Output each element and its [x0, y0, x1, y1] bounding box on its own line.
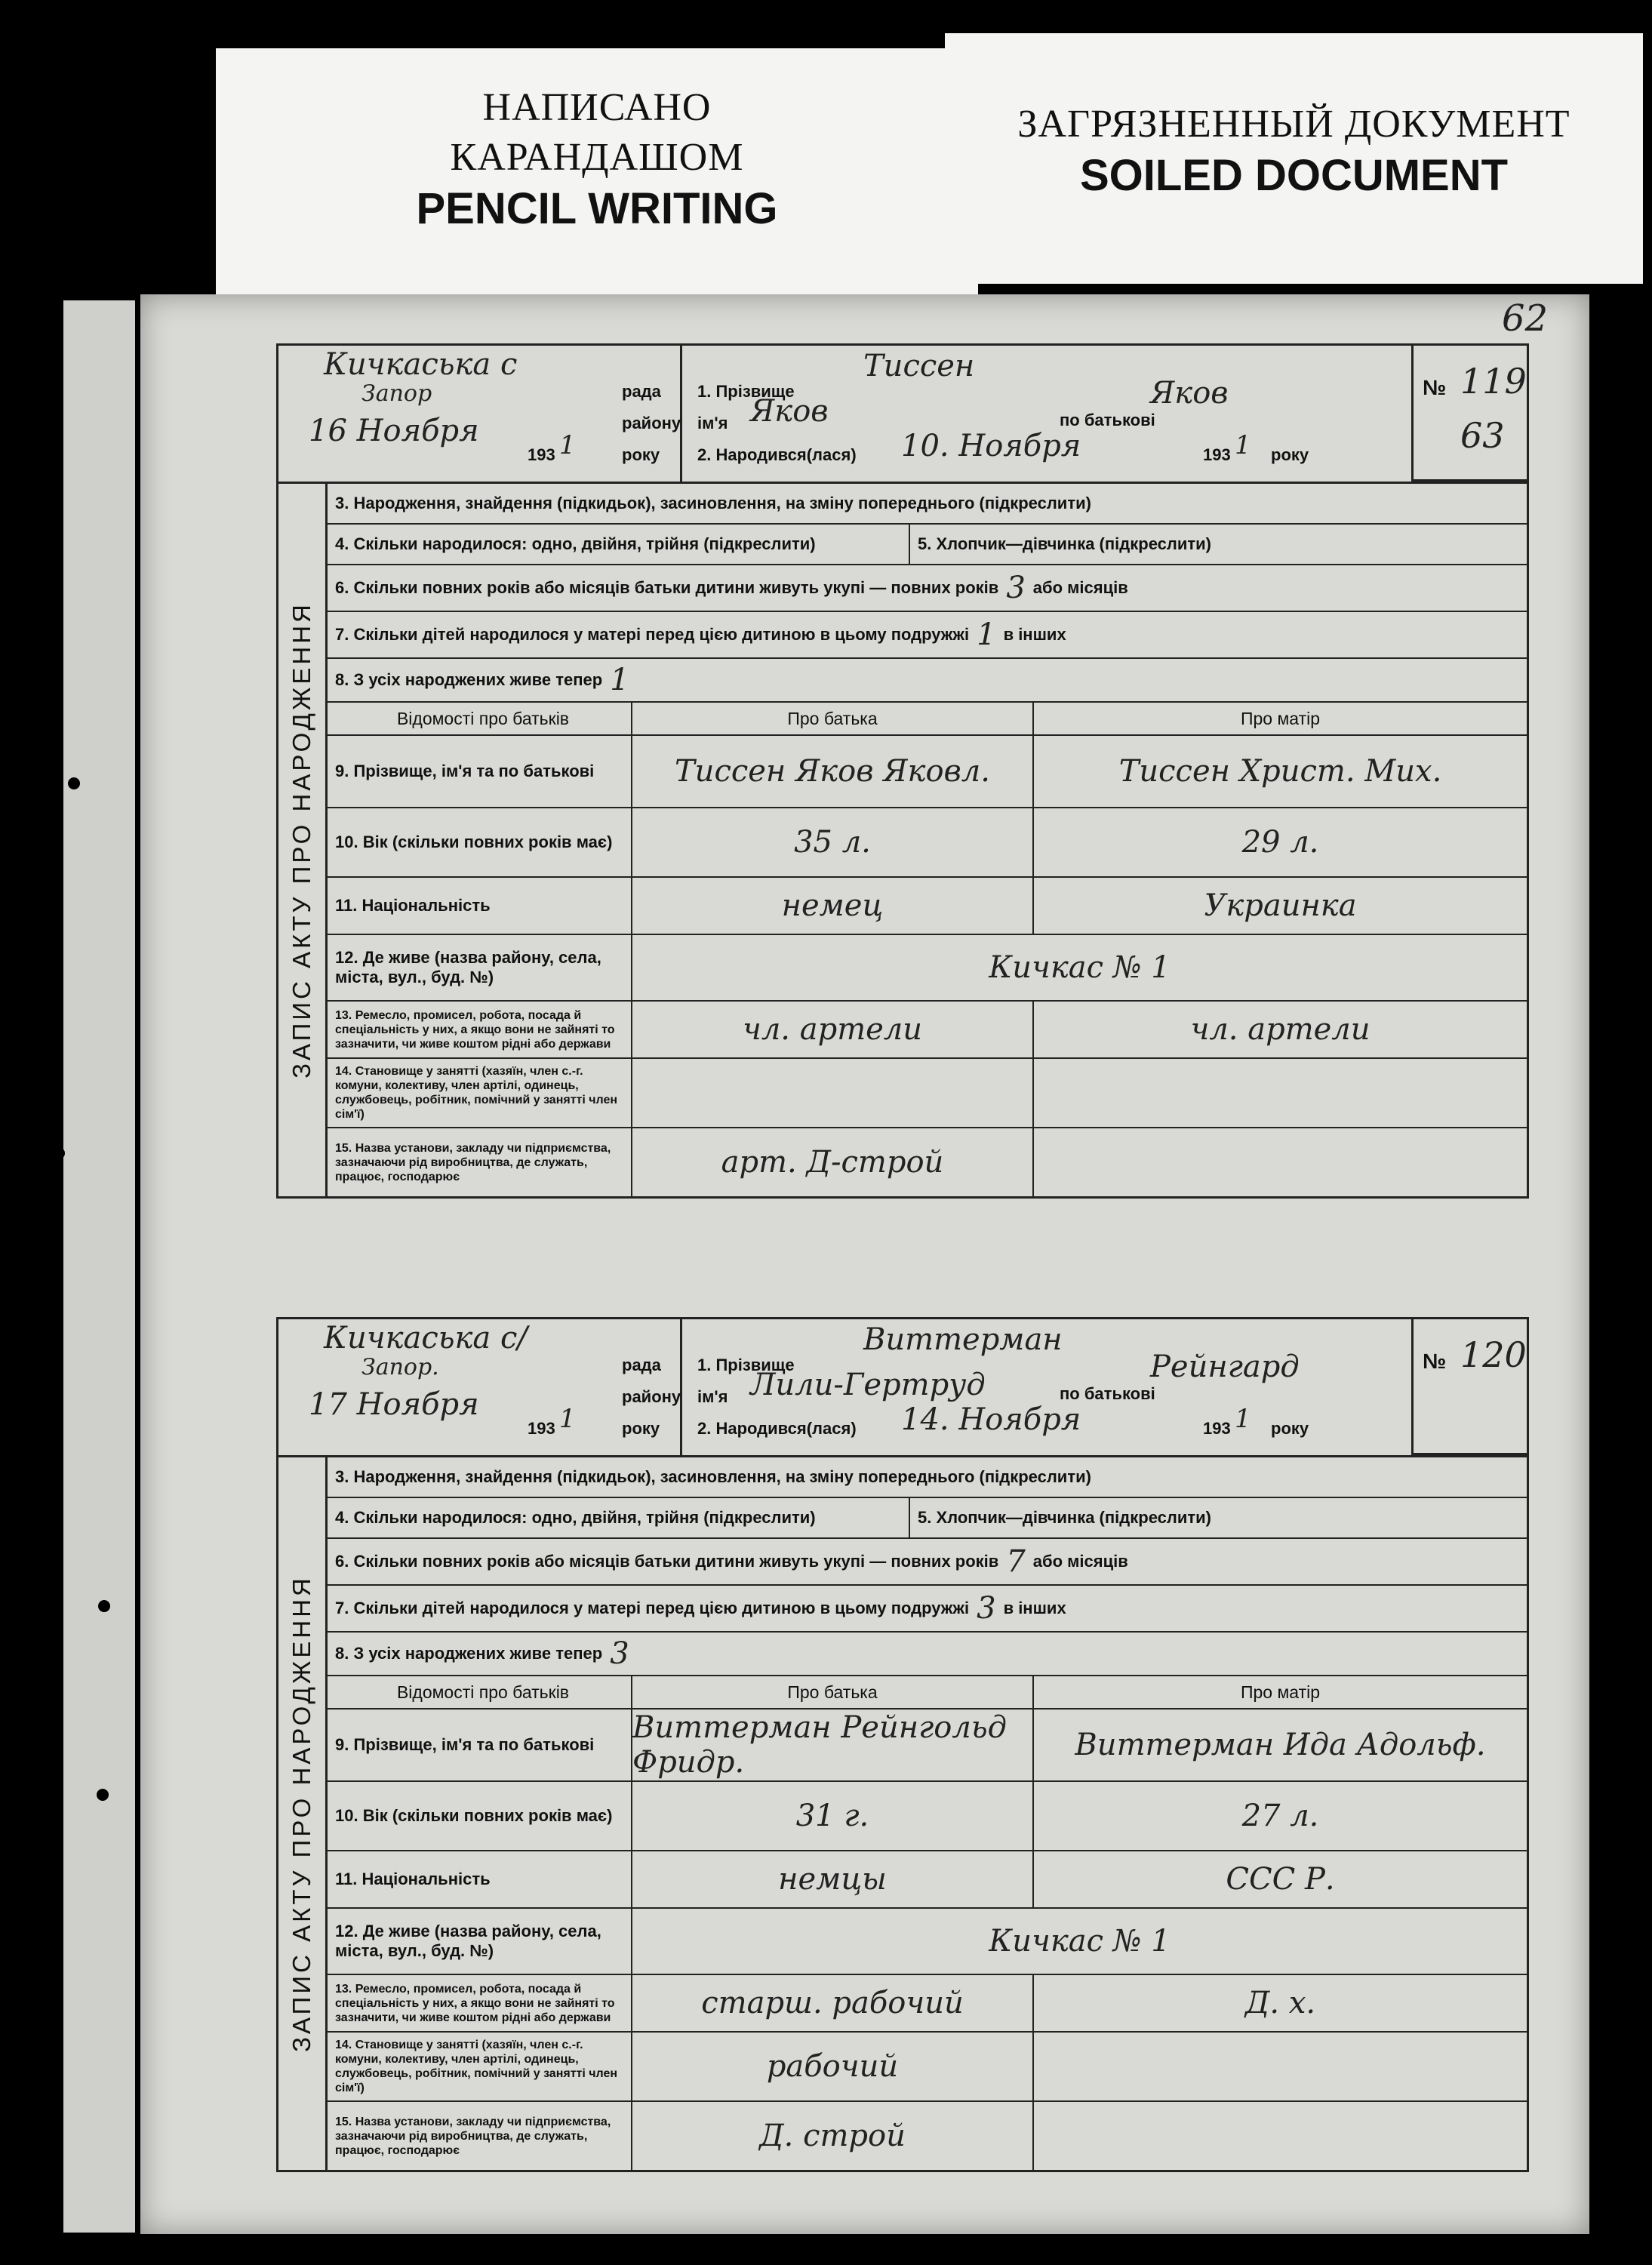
- child-surname-value: Виттерман: [863, 1322, 1063, 1357]
- row-births-gender: [328, 525, 1527, 565]
- year-prefix: 193: [528, 1419, 555, 1438]
- parents-header-row: [328, 703, 1527, 736]
- roku-label: року: [1271, 1419, 1309, 1438]
- q11-label: 11. Національність: [328, 1851, 632, 1907]
- record-header: [276, 1317, 1529, 1455]
- mother-occupation-value: Д. х.: [1244, 1986, 1316, 2020]
- mother-header: Про матір: [1240, 708, 1321, 728]
- residence-value: Кичкас № 1: [989, 1924, 1171, 1959]
- child-block: [682, 1319, 1411, 1455]
- pencil-writing-label: [216, 48, 978, 297]
- row-birth-type: [328, 1457, 1527, 1498]
- q6-label: 6. Скільки повних років або місяців батьки дитини живуть укупі — повних років: [335, 578, 999, 597]
- child-name-value: Лили-Гертруд: [750, 1368, 986, 1402]
- registration-date-value: 17 Ноября: [309, 1387, 479, 1422]
- child-patronymic-value: Яков: [1150, 376, 1229, 411]
- children-before-value: 3: [977, 1591, 996, 1626]
- binding-hole: [51, 430, 63, 442]
- q5-label: 5. Хлопчик—дівчинка (підкреслити): [918, 1508, 1212, 1527]
- q12-label: 12. Де живе (назва району, села, міста, вул., буд. №): [328, 1909, 632, 1974]
- row-parent-names: [328, 1710, 1527, 1782]
- q4-label: 4. Скільки народилося: одно, двійня, трійня (підкреслити): [328, 525, 910, 564]
- q10-label: 10. Вік (скільки повних років має): [328, 1782, 632, 1850]
- record-number-block: [1411, 346, 1527, 482]
- binding-hole: [98, 1600, 110, 1612]
- district-value: Запор: [361, 380, 432, 407]
- row-parent-names: [328, 736, 1527, 808]
- birth-date-value: 10. Ноября: [901, 429, 1081, 463]
- birth-date-value: 14. Ноября: [901, 1402, 1081, 1437]
- registration-year-value: 1: [559, 430, 576, 460]
- surname-label: 1. Прізвище: [697, 382, 795, 401]
- years-together-value: 7: [1006, 1544, 1026, 1579]
- living-now-value: 3: [610, 1636, 629, 1671]
- birth-year-value: 1: [1235, 430, 1251, 460]
- year-prefix: 193: [1203, 1419, 1231, 1438]
- record-body: [276, 482, 1529, 1199]
- binding-hole: [97, 1789, 109, 1801]
- number-label: №: [1423, 376, 1447, 399]
- label-ru-line1: НАПИСАНО: [482, 86, 712, 129]
- label-en: SOILED DOCUMENT: [1079, 151, 1509, 200]
- q6-months-label: або місяців: [1032, 578, 1128, 597]
- mother-age-value: 27 л.: [1241, 1799, 1319, 1833]
- born-label: 2. Народився(лася): [697, 1419, 857, 1438]
- row-residence: [328, 1909, 1527, 1975]
- birth-record: [276, 1317, 1529, 2172]
- council-value: Кичкаська с: [324, 347, 518, 382]
- record-rows: [328, 484, 1527, 1196]
- born-label: 2. Народився(лася): [697, 445, 857, 464]
- record-header: [276, 343, 1529, 482]
- row-parent-ages: [328, 808, 1527, 878]
- patronymic-label: по батькові: [1060, 411, 1155, 429]
- years-together-value: 3: [1006, 571, 1026, 605]
- q9-label: 9. Прізвище, ім'я та по батькові: [328, 736, 632, 807]
- record-number-second-value: 63: [1460, 415, 1505, 456]
- record-number-block: [1411, 1319, 1527, 1455]
- first-name-label: ім'я: [697, 1387, 728, 1406]
- birth-record: [276, 343, 1529, 1199]
- father-age-value: 35 л.: [794, 825, 871, 860]
- year-prefix: 193: [528, 445, 555, 464]
- raionu-label: району: [622, 1387, 681, 1406]
- q14-label: 14. Становище у занятті (хазяїн, член с.-г. комуни, колективу, член артілі, одинець, службовець, робітник, помічний у занятті член сім'ї): [328, 2033, 632, 2100]
- q7-other-label: в інших: [1003, 1599, 1066, 1617]
- q3-label: 3. Народження, знайдення (підкидьок), засиновлення, на зміну попереднього (підкреслити): [335, 1467, 1091, 1486]
- year-prefix: 193: [1203, 445, 1231, 464]
- registration-block: [278, 1319, 682, 1455]
- label-ru: ЗАГРЯЗНЕННЫЙ ДОКУМЕНТ: [1017, 103, 1570, 146]
- father-nationality-value: немец: [781, 888, 884, 923]
- row-occupation: [328, 1002, 1527, 1059]
- father-name-value: Виттерман Рейнгольд Фридр.: [632, 1710, 1007, 1780]
- row-children-before: [328, 1586, 1527, 1633]
- row-residence: [328, 935, 1527, 1002]
- q7-other-label: в інших: [1003, 625, 1066, 644]
- q6-label: 6. Скільки повних років або місяців батьки дитини живуть укупі — повних років: [335, 1552, 999, 1571]
- row-position: [328, 2033, 1527, 2102]
- row-years-together: [328, 565, 1527, 612]
- parents-header: Відомості про батьків: [328, 703, 632, 734]
- council-value: Кичкаська с/: [324, 1321, 528, 1356]
- father-name-value: Тиссен Яков Яковл.: [675, 754, 990, 789]
- row-workplace: [328, 1128, 1527, 1196]
- side-title-text: ЗАПИС АКТУ ПРО НАРОДЖЕННЯ: [288, 602, 315, 1079]
- q11-label: 11. Національність: [328, 878, 632, 934]
- q3-label: 3. Народження, знайдення (підкидьок), засиновлення, на зміну попереднього (підкреслити): [335, 494, 1091, 512]
- father-header: Про батька: [632, 1676, 1034, 1708]
- q10-label: 10. Вік (скільки повних років має): [328, 808, 632, 876]
- row-nationality: [328, 878, 1527, 935]
- district-value: Запор.: [361, 1354, 439, 1380]
- children-before-value: 1: [977, 617, 996, 652]
- father-nationality-value: немцы: [778, 1862, 887, 1897]
- record-number-value: 120: [1460, 1334, 1527, 1375]
- father-header: Про батька: [632, 703, 1034, 734]
- child-block: [682, 346, 1411, 482]
- page-number: 62: [1502, 297, 1549, 340]
- record-rows: [328, 1457, 1527, 2170]
- side-title: [278, 484, 328, 1196]
- row-nationality: [328, 1851, 1527, 1909]
- registration-date-value: 16 Ноября: [309, 414, 479, 448]
- q8-label: 8. З усіх народжених живе тепер: [335, 1644, 603, 1663]
- roku-label: року: [622, 1419, 660, 1438]
- surname-label: 1. Прізвище: [697, 1356, 795, 1374]
- raionu-label: району: [622, 414, 681, 432]
- father-occupation-value: чл. артели: [742, 1012, 923, 1047]
- registration-block: [278, 346, 682, 482]
- number-label: №: [1423, 1349, 1447, 1373]
- rada-label: рада: [622, 1356, 661, 1374]
- mother-age-value: 29 л.: [1241, 825, 1319, 860]
- living-now-value: 1: [610, 663, 629, 697]
- soiled-document-label: [945, 33, 1643, 284]
- roku-label: року: [1271, 445, 1309, 464]
- child-name-value: Яков: [750, 394, 829, 429]
- row-living-now: [328, 1633, 1527, 1676]
- mother-nationality-value: ССС Р.: [1226, 1862, 1335, 1897]
- row-years-together: [328, 1539, 1527, 1586]
- first-name-label: ім'я: [697, 414, 728, 432]
- rada-label: рада: [622, 382, 661, 401]
- patronymic-label: по батькові: [1060, 1384, 1155, 1403]
- mother-nationality-value: Украинка: [1204, 888, 1357, 923]
- label-ru-line2: КАРАНДАШОМ: [450, 136, 744, 179]
- row-births-gender: [328, 1498, 1527, 1539]
- q7-label: 7. Скільки дітей народилося у матері перед цією дитиною в цьому подружжі: [335, 1599, 970, 1617]
- parents-header-row: [328, 1676, 1527, 1710]
- record-number-value: 119: [1460, 361, 1527, 402]
- father-position-value: рабочий: [766, 2049, 899, 2084]
- father-age-value: 31 г.: [795, 1799, 869, 1833]
- father-workplace-value: Д. строй: [759, 2119, 906, 2153]
- row-living-now: [328, 659, 1527, 703]
- mother-occupation-value: чл. артели: [1190, 1012, 1371, 1047]
- q15-label: 15. Назва установи, закладу чи підприємства, зазначаючи рід виробництва, де служать, працює, господарює: [328, 2102, 632, 2170]
- side-title-text: ЗАПИС АКТУ ПРО НАРОДЖЕННЯ: [288, 1575, 315, 2052]
- binding-hole: [68, 777, 80, 789]
- registration-year-value: 1: [559, 1404, 576, 1434]
- row-occupation: [328, 1975, 1527, 2033]
- q4-label: 4. Скільки народилося: одно, двійня, трійня (підкреслити): [328, 1498, 910, 1537]
- label-en: PENCIL WRITING: [416, 184, 778, 233]
- mother-name-value: Тиссен Христ. Мих.: [1118, 754, 1442, 789]
- q13-label: 13. Ремесло, промисел, робота, посада й спеціальність у них, а якщо вони не зайняті то зазначити, чи живе коштом рідні або держави: [328, 1002, 632, 1057]
- father-occupation-value: старш. рабочий: [701, 1986, 964, 2020]
- q5-label: 5. Хлопчик—дівчинка (підкреслити): [918, 534, 1212, 553]
- child-patronymic-value: Рейнгард: [1150, 1349, 1300, 1384]
- child-surname-value: Тиссен: [863, 349, 975, 383]
- row-workplace: [328, 2102, 1527, 2170]
- q13-label: 13. Ремесло, промисел, робота, посада й спеціальність у них, а якщо вони не зайняті то зазначити, чи живе коштом рідні або держави: [328, 1975, 632, 2031]
- parents-header: Відомості про батьків: [328, 1676, 632, 1708]
- row-children-before: [328, 612, 1527, 659]
- roku-label: року: [622, 445, 660, 464]
- row-position: [328, 1059, 1527, 1128]
- row-birth-type: [328, 484, 1527, 525]
- side-title: [278, 1457, 328, 2170]
- q9-label: 9. Прізвище, ім'я та по батькові: [328, 1710, 632, 1780]
- q15-label: 15. Назва установи, закладу чи підприємства, зазначаючи рід виробництва, де служать, працює, господарює: [328, 1128, 632, 1196]
- row-parent-ages: [328, 1782, 1527, 1851]
- previous-page-edge: [63, 300, 135, 2233]
- q6-months-label: або місяців: [1032, 1552, 1128, 1571]
- mother-header: Про матір: [1240, 1682, 1321, 1702]
- q7-label: 7. Скільки дітей народилося у матері перед цією дитиною в цьому подружжі: [335, 625, 970, 644]
- binding-hole: [53, 1147, 65, 1159]
- q12-label: 12. Де живе (назва району, села, міста, вул., буд. №): [328, 935, 632, 1000]
- record-body: [276, 1455, 1529, 2172]
- birth-year-value: 1: [1235, 1404, 1251, 1434]
- mother-name-value: Виттерман Ида Адольф.: [1075, 1728, 1486, 1762]
- father-workplace-value: арт. Д-строй: [721, 1145, 944, 1180]
- q14-label: 14. Становище у занятті (хазяїн, член с.-г. комуни, колективу, член артілі, одинець, службовець, робітник, помічний у занятті член сім'ї): [328, 1059, 632, 1127]
- q8-label: 8. З усіх народжених живе тепер: [335, 670, 603, 689]
- residence-value: Кичкас № 1: [989, 950, 1171, 985]
